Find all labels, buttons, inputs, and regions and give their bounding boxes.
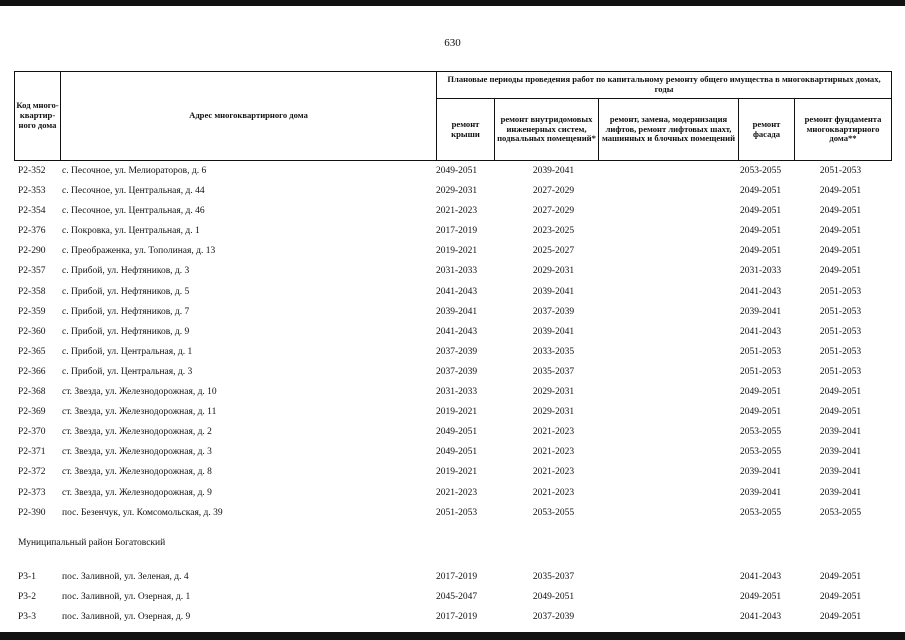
row-code: Р2-357 bbox=[18, 266, 46, 277]
row-engineering: 2021-2023 bbox=[532, 467, 575, 478]
row-roof: 2019-2021 bbox=[436, 246, 478, 257]
row-address: пос. Безенчук, ул. Комсомольская, д. 39 bbox=[62, 507, 223, 518]
bottom-border bbox=[0, 632, 905, 640]
row-engineering: 2027-2029 bbox=[532, 206, 575, 217]
table-row bbox=[0, 503, 905, 523]
row-code: Р2-358 bbox=[18, 286, 46, 297]
header-roof: ремонт крыши bbox=[437, 99, 495, 161]
table-body bbox=[0, 161, 905, 627]
row-address: с. Песочное, ул. Центральная, д. 44 bbox=[62, 186, 205, 197]
row-code: Р2-369 bbox=[18, 407, 46, 418]
row-code: Р3-2 bbox=[18, 591, 36, 602]
row-address: пос. Заливной, ул. Озерная, д. 1 bbox=[62, 591, 191, 602]
row-code: Р3-1 bbox=[18, 571, 36, 582]
row-address: с. Покровка, ул. Центральная, д. 1 bbox=[62, 226, 200, 237]
row-code: Р2-371 bbox=[18, 447, 46, 458]
table-row bbox=[0, 241, 905, 261]
row-code: Р2-354 bbox=[18, 206, 46, 217]
row-engineering: 2039-2041 bbox=[532, 166, 575, 176]
row-facade: 2051-2053 bbox=[740, 366, 782, 377]
row-address: с. Прибой, ул. Нефтяников, д. 9 bbox=[62, 326, 190, 337]
table-row bbox=[0, 362, 905, 382]
table-row bbox=[0, 322, 905, 342]
row-facade: 2039-2041 bbox=[740, 467, 782, 478]
row-engineering: 2029-2031 bbox=[532, 387, 575, 398]
row-foundation: 2051-2053 bbox=[819, 286, 862, 297]
row-foundation: 2039-2041 bbox=[819, 467, 862, 478]
row-code: Р2-360 bbox=[18, 326, 46, 337]
row-foundation: 2051-2053 bbox=[819, 166, 862, 176]
row-facade: 2041-2043 bbox=[740, 286, 782, 297]
row-address: ст. Звезда, ул. Железнодорожная, д. 10 bbox=[62, 387, 217, 398]
row-facade: 2053-2055 bbox=[740, 447, 782, 458]
row-facade: 2053-2055 bbox=[740, 166, 782, 176]
row-roof: 2037-2039 bbox=[436, 346, 478, 357]
row-foundation: 2049-2051 bbox=[819, 611, 862, 622]
row-foundation: 2049-2051 bbox=[819, 591, 862, 602]
row-roof: 2051-2053 bbox=[436, 507, 478, 518]
row-engineering: 2025-2027 bbox=[532, 246, 575, 257]
table-row bbox=[0, 402, 905, 422]
row-address: пос. Заливной, ул. Зеленая, д. 4 bbox=[62, 571, 189, 582]
row-facade: 2041-2043 bbox=[740, 611, 782, 622]
row-foundation: 2051-2053 bbox=[819, 346, 862, 357]
row-engineering: 2053-2055 bbox=[532, 507, 575, 518]
row-facade: 2049-2051 bbox=[740, 186, 782, 197]
page-number: 630 bbox=[444, 37, 461, 49]
row-foundation: 2051-2053 bbox=[819, 326, 862, 337]
table-row bbox=[0, 382, 905, 402]
row-roof: 2049-2051 bbox=[436, 447, 478, 458]
row-address: с. Прибой, ул. Нефтяников, д. 7 bbox=[62, 306, 190, 317]
row-roof: 2041-2043 bbox=[436, 326, 478, 337]
row-address: с. Прибой, ул. Центральная, д. 3 bbox=[62, 366, 193, 377]
row-engineering: 2021-2023 bbox=[532, 447, 575, 458]
row-engineering: 2035-2037 bbox=[532, 366, 575, 377]
row-address: с. Преображенка, ул. Тополиная, д. 13 bbox=[62, 246, 216, 257]
table-row bbox=[0, 422, 905, 442]
row-facade: 2039-2041 bbox=[740, 306, 782, 317]
row-foundation: 2049-2051 bbox=[819, 206, 862, 217]
row-facade: 2049-2051 bbox=[740, 226, 782, 237]
row-facade: 2041-2043 bbox=[740, 571, 782, 582]
row-code: Р3-3 bbox=[18, 611, 36, 622]
row-roof: 2017-2019 bbox=[436, 571, 478, 582]
row-roof: 2017-2019 bbox=[436, 611, 478, 622]
table-row bbox=[0, 462, 905, 482]
row-foundation: 2049-2051 bbox=[819, 266, 862, 277]
row-code: Р2-368 bbox=[18, 387, 46, 398]
row-foundation: 2049-2051 bbox=[819, 186, 862, 197]
table-header bbox=[14, 71, 892, 161]
table-row bbox=[0, 607, 905, 627]
row-foundation: 2049-2051 bbox=[819, 387, 862, 398]
header-facade: ремонт фасада bbox=[739, 99, 795, 161]
row-facade: 2049-2051 bbox=[740, 246, 782, 257]
row-foundation: 2039-2041 bbox=[819, 447, 862, 458]
row-address: ст. Звезда, ул. Железнодорожная, д. 2 bbox=[62, 427, 212, 438]
row-roof: 2029-2031 bbox=[436, 186, 478, 197]
header-engineering: ремонт внутридомовых инженерных систем, подвальных помещений* bbox=[495, 99, 599, 161]
row-roof: 2039-2041 bbox=[436, 306, 478, 317]
table-row bbox=[0, 181, 905, 201]
header-periods: Плановые периоды проведения работ по капитальному ремонту общего имущества в многоквартирных домах, годы bbox=[437, 72, 892, 99]
rows-group-main bbox=[0, 161, 905, 523]
table-row bbox=[0, 282, 905, 302]
row-code: Р2-376 bbox=[18, 226, 46, 237]
row-code: Р2-373 bbox=[18, 487, 46, 498]
row-engineering: 2035-2037 bbox=[532, 571, 575, 582]
row-engineering: 2023-2025 bbox=[532, 226, 575, 237]
row-roof: 2017-2019 bbox=[436, 226, 478, 237]
header-address: Адрес многоквартирного дома bbox=[61, 72, 437, 161]
row-address: с. Песочное, ул. Мелиораторов, д. 6 bbox=[62, 166, 207, 176]
row-address: ст. Звезда, ул. Железнодорожная, д. 3 bbox=[62, 447, 212, 458]
row-code: Р2-366 bbox=[18, 366, 46, 377]
row-foundation: 2049-2051 bbox=[819, 571, 862, 582]
row-roof: 2049-2051 bbox=[436, 166, 478, 176]
row-address: с. Прибой, ул. Центральная, д. 1 bbox=[62, 346, 193, 357]
table-row bbox=[0, 161, 905, 181]
row-foundation: 2049-2051 bbox=[819, 407, 862, 418]
table-row bbox=[0, 567, 905, 587]
row-address: с. Прибой, ул. Нефтяников, д. 3 bbox=[62, 266, 190, 277]
section-title: Муниципальный район Богатовский bbox=[18, 537, 166, 548]
row-foundation: 2051-2053 bbox=[819, 306, 862, 317]
row-foundation: 2051-2053 bbox=[819, 366, 862, 377]
row-facade: 2041-2043 bbox=[740, 326, 782, 337]
row-facade: 2053-2055 bbox=[740, 507, 782, 518]
row-roof: 2031-2033 bbox=[436, 266, 478, 277]
row-facade: 2031-2033 bbox=[740, 266, 782, 277]
row-engineering: 2029-2031 bbox=[532, 266, 575, 277]
row-code: Р2-372 bbox=[18, 467, 46, 478]
row-engineering: 2037-2039 bbox=[532, 306, 575, 317]
row-engineering: 2049-2051 bbox=[532, 591, 575, 602]
top-border bbox=[0, 0, 905, 6]
row-engineering: 2033-2035 bbox=[532, 346, 575, 357]
row-engineering: 2039-2041 bbox=[532, 286, 575, 297]
table-row bbox=[0, 483, 905, 503]
row-roof: 2041-2043 bbox=[436, 286, 478, 297]
row-address: с. Прибой, ул. Нефтяников, д. 5 bbox=[62, 286, 190, 297]
table-row bbox=[0, 342, 905, 362]
row-roof: 2031-2033 bbox=[436, 387, 478, 398]
row-facade: 2049-2051 bbox=[740, 407, 782, 418]
row-foundation: 2049-2051 bbox=[819, 246, 862, 257]
row-roof: 2037-2039 bbox=[436, 366, 478, 377]
header-elevators: ремонт, замена, модернизация лифтов, ремонт лифтовых шахт, машинных и блочных помещений bbox=[599, 99, 739, 161]
row-foundation: 2053-2055 bbox=[819, 507, 862, 518]
row-roof: 2019-2021 bbox=[436, 467, 478, 478]
row-address: с. Песочное, ул. Центральная, д. 46 bbox=[62, 206, 205, 217]
row-engineering: 2021-2023 bbox=[532, 487, 575, 498]
row-address: пос. Заливной, ул. Озерная, д. 9 bbox=[62, 611, 191, 622]
header-foundation: ремонт фундамента многоквартирного дома** bbox=[795, 99, 892, 161]
row-engineering: 2037-2039 bbox=[532, 611, 575, 622]
row-code: Р2-353 bbox=[18, 186, 46, 197]
table-row bbox=[0, 221, 905, 241]
row-engineering: 2029-2031 bbox=[532, 407, 575, 418]
row-address: ст. Звезда, ул. Железнодорожная, д. 8 bbox=[62, 467, 212, 478]
table-row bbox=[0, 587, 905, 607]
row-engineering: 2027-2029 bbox=[532, 186, 575, 197]
row-foundation: 2039-2041 bbox=[819, 487, 862, 498]
row-roof: 2021-2023 bbox=[436, 206, 478, 217]
row-roof: 2019-2021 bbox=[436, 407, 478, 418]
row-code: Р2-370 bbox=[18, 427, 46, 438]
row-code: Р2-359 bbox=[18, 306, 46, 317]
row-roof: 2045-2047 bbox=[436, 591, 478, 602]
row-foundation: 2049-2051 bbox=[819, 226, 862, 237]
row-facade: 2049-2051 bbox=[740, 206, 782, 217]
row-address: ст. Звезда, ул. Железнодорожная, д. 9 bbox=[62, 487, 212, 498]
row-facade: 2049-2051 bbox=[740, 387, 782, 398]
row-roof: 2049-2051 bbox=[436, 427, 478, 438]
row-roof: 2021-2023 bbox=[436, 487, 478, 498]
table-row bbox=[0, 261, 905, 281]
table-row bbox=[0, 442, 905, 462]
row-foundation: 2039-2041 bbox=[819, 427, 862, 438]
row-code: Р2-390 bbox=[18, 507, 46, 518]
row-engineering: 2039-2041 bbox=[532, 326, 575, 337]
row-facade: 2039-2041 bbox=[740, 487, 782, 498]
row-facade: 2049-2051 bbox=[740, 591, 782, 602]
row-facade: 2051-2053 bbox=[740, 346, 782, 357]
table-row bbox=[0, 201, 905, 221]
row-code: Р2-352 bbox=[18, 166, 46, 176]
row-code: Р2-290 bbox=[18, 246, 46, 257]
rows-group-bogatovsky bbox=[0, 567, 905, 627]
row-engineering: 2021-2023 bbox=[532, 427, 575, 438]
row-address: ст. Звезда, ул. Железнодорожная, д. 11 bbox=[62, 407, 217, 418]
table-row bbox=[0, 302, 905, 322]
row-code: Р2-365 bbox=[18, 346, 46, 357]
header-code: Код много-квартир-ного дома bbox=[15, 72, 61, 161]
row-facade: 2053-2055 bbox=[740, 427, 782, 438]
